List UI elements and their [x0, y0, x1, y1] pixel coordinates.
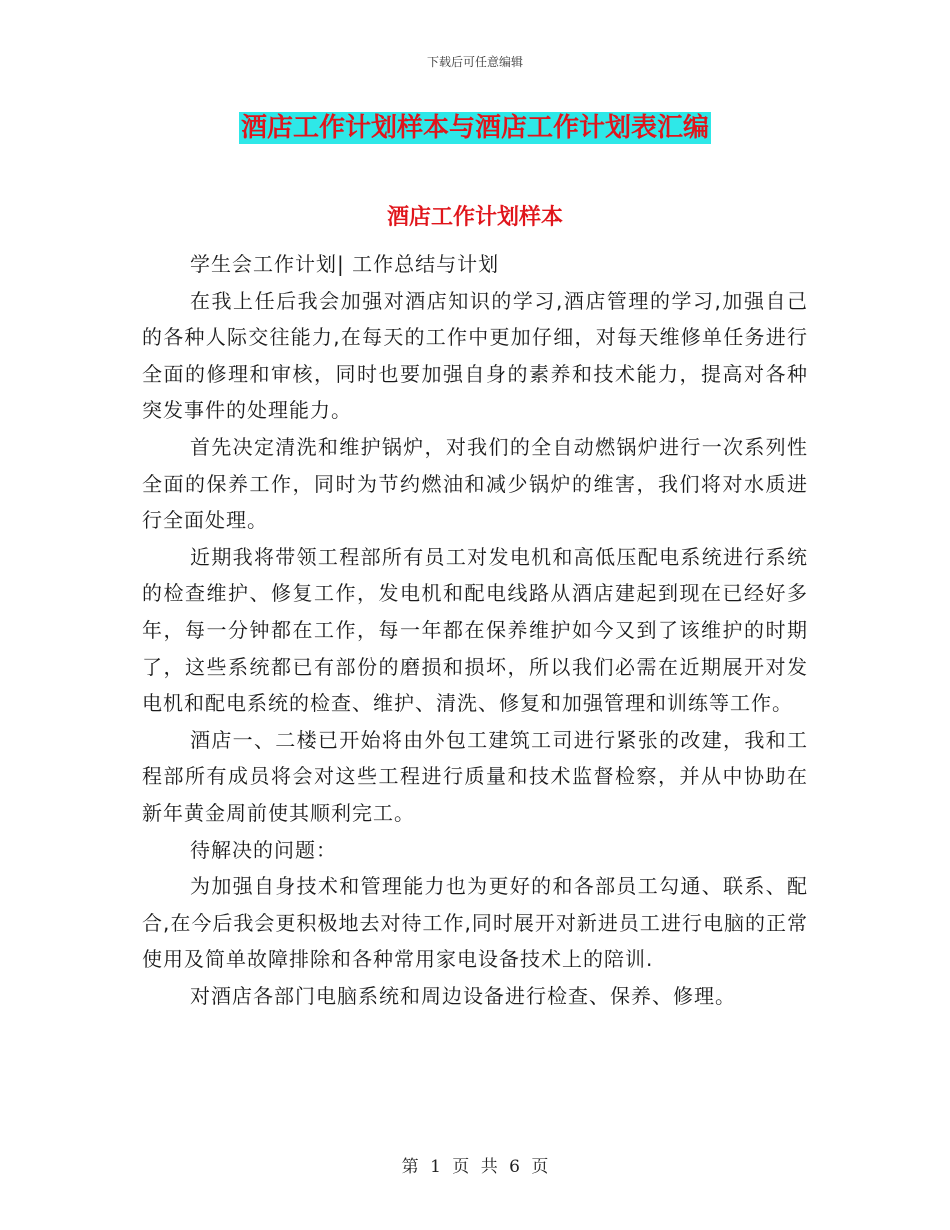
main-title: 酒店工作计划样本与酒店工作计划表汇编 [240, 113, 709, 143]
paragraph: 酒店一、二楼已开始将由外包工建筑工司进行紧张的改建，我和工程部所有成员将会对这些工程进行质量和技术监督检察，并从中协助在新年黄金周前使其顺利完工。 [142, 727, 808, 825]
paragraph: 在我上任后我会加强对酒店知识的学习,酒店管理的学习,加强自己的各种人际交往能力,在每天的工作中更加仔细，对每天维修单任务进行全面的修理和审核，同时也要加强自身的素养和技术能力，提高对各种突发事件的处理能力。 [142, 288, 808, 423]
section-title: 酒店工作计划样本 [386, 204, 563, 230]
paragraph: 近期我将带领工程部所有员工对发电机和高低压配电系统进行系统的检查维护、修复工作，发电机和配电线路从酒店建起到现在已经好多年，每一分钟都在工作，每一年都在保养维护如今又到了该维护的时期了，这些系统都已有部份的磨损和损坏，所以我们必需在近期展开对发电机和配电系统的检查、维护、清洗、修复和加强管理和训练等工作。 [142, 544, 808, 716]
paragraph: 为加强自身技术和管理能力也为更好的和各部员工勾通、联系、配合,在今后我会更积极地去对待工作,同时展开对新进员工进行电脑的正常使用及简单故障排除和各种常用家电设备技术上的陪训. [142, 874, 808, 972]
main-title-container [0, 112, 950, 144]
paragraph: 首先决定清洗和维护锅炉，对我们的全自动燃锅炉进行一次系列性全面的保养工作，同时为节约燃油和减少锅炉的维害，我们将对水质进行全面处理。 [142, 434, 808, 533]
page-number-footer: 第 1 页 共 6 页 [401, 1157, 549, 1177]
paragraph: 待解决的问题： [190, 837, 337, 862]
paragraph: 学生会工作计划| 工作总结与计划 [190, 252, 500, 276]
header-note: 下载后可任意编辑 [426, 55, 523, 69]
document-body [142, 246, 808, 1014]
paragraph: 对酒店各部门电脑系统和周边设备进行检查、保养、修理。 [190, 983, 736, 1008]
